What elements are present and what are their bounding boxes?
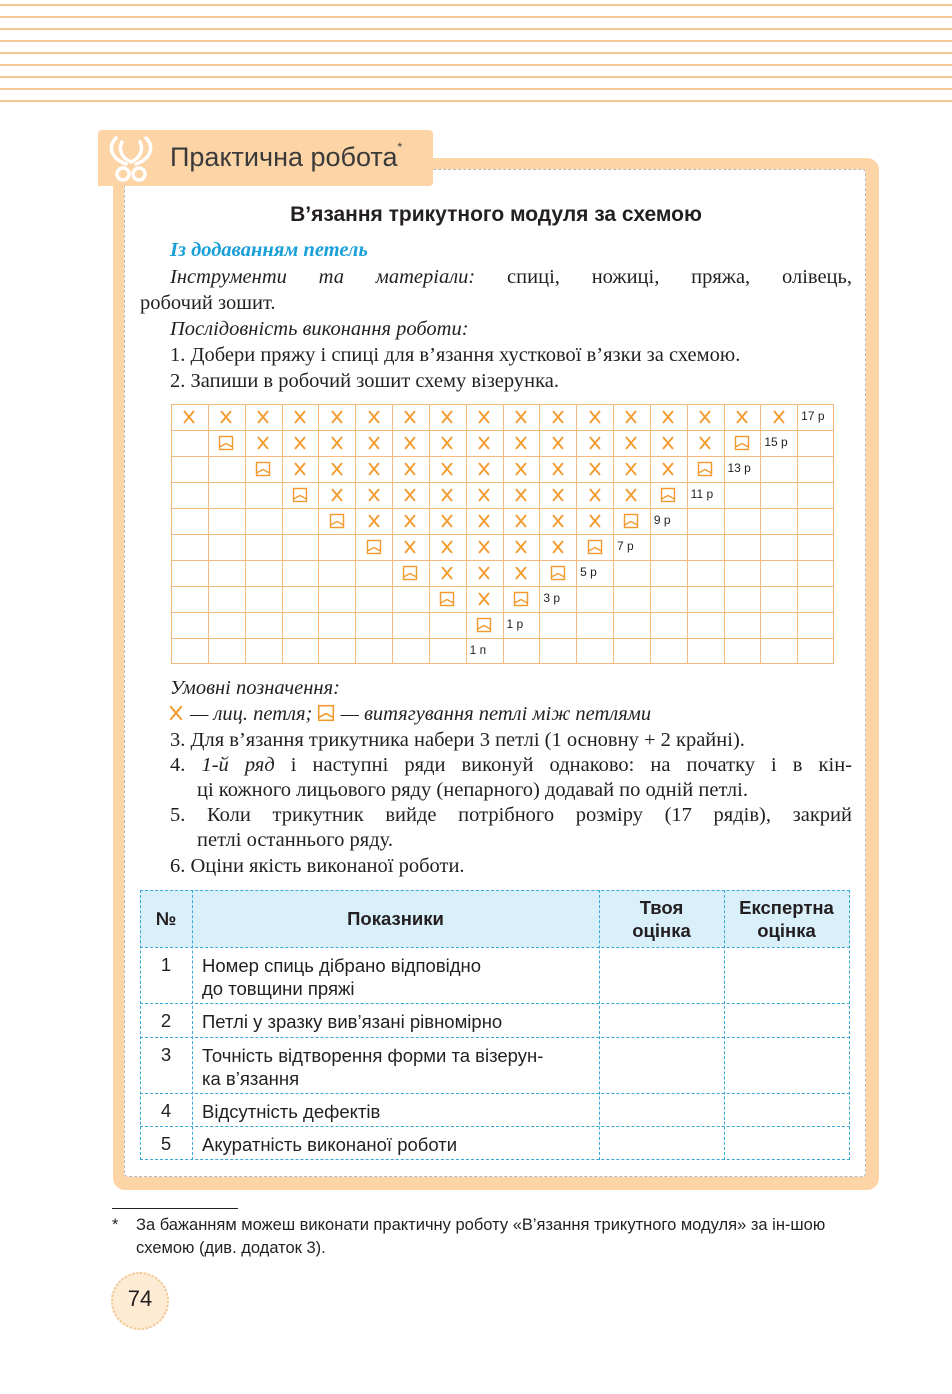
practical-work-header xyxy=(98,130,433,186)
knit-stitch-icon xyxy=(550,435,566,451)
knit-stitch-icon xyxy=(623,435,639,451)
knit-stitch-icon xyxy=(366,461,382,477)
knit-stitch-icon xyxy=(697,409,713,425)
tools-line-1: Інструменти та матеріали: спиці, ножиці, пряжа, олівець, xyxy=(170,266,852,288)
knit-stitch-icon xyxy=(439,513,455,529)
knit-stitch-icon xyxy=(476,487,492,503)
knit-stitch-icon xyxy=(623,461,639,477)
practical-work-title: Практична робота* xyxy=(170,140,403,172)
knit-stitch-icon xyxy=(587,461,603,477)
knit-stitch-icon xyxy=(513,565,529,581)
knit-stitch-icon xyxy=(623,409,639,425)
row-indicator: Відсутність дефектів xyxy=(202,1101,381,1122)
knit-stitch-icon xyxy=(513,513,529,529)
pull-loop-icon xyxy=(317,704,335,722)
knit-stitch-icon xyxy=(550,487,566,503)
scissors-icon xyxy=(104,132,158,186)
pull-loop-icon xyxy=(734,435,750,451)
col-header-expert-score: Експертна оцінка xyxy=(739,897,834,941)
knit-stitch-icon xyxy=(366,409,382,425)
knit-stitch-icon xyxy=(587,513,603,529)
pull-loop-icon xyxy=(476,617,492,633)
knit-stitch-icon xyxy=(439,409,455,425)
col-header-indicators: Показники xyxy=(347,908,444,929)
knit-stitch-icon xyxy=(218,409,234,425)
knit-stitch-icon xyxy=(513,487,529,503)
legend-label: Умовні позначення: xyxy=(170,677,340,699)
knit-stitch-icon xyxy=(513,435,529,451)
knit-stitch-icon xyxy=(439,565,455,581)
row-label: 13 р xyxy=(727,461,751,475)
knit-stitch-icon xyxy=(476,565,492,581)
knit-stitch-icon xyxy=(550,539,566,555)
knit-stitch-icon xyxy=(660,409,676,425)
top-decor-lines xyxy=(0,0,952,105)
knit-stitch-icon xyxy=(439,539,455,555)
knit-stitch-icon xyxy=(292,461,308,477)
knit-stitch-icon xyxy=(402,487,418,503)
row-num: 2 xyxy=(160,1010,172,1031)
pull-loop-icon xyxy=(623,513,639,529)
step-2: 2. Запиши в робочий зошит схему візерунка. xyxy=(170,370,559,392)
knit-stitch-icon xyxy=(587,409,603,425)
knit-stitch-icon xyxy=(402,539,418,555)
page-title: В’язання трикутного модуля за схемою xyxy=(290,203,702,226)
row-label: 5 р xyxy=(580,565,597,579)
step-6: 6. Оціни якість виконаної роботи. xyxy=(170,855,465,877)
knit-stitch-icon xyxy=(476,409,492,425)
knit-stitch-icon xyxy=(513,409,529,425)
knit-stitch-icon xyxy=(366,513,382,529)
row-num: 3 xyxy=(160,1044,172,1065)
knit-stitch-icon xyxy=(550,409,566,425)
row-label: 1 р xyxy=(506,617,524,631)
knit-stitch-icon xyxy=(167,704,185,722)
knit-stitch-icon xyxy=(476,539,492,555)
step-5-line-1: 5. Коли трикутник вийде потрібного розміру (17 рядів), закрий xyxy=(170,804,852,826)
knit-stitch-icon xyxy=(329,409,345,425)
row-indicator: Петлі у зразку вив’язані рівномірно xyxy=(202,1011,503,1032)
knit-stitch-icon xyxy=(550,513,566,529)
subtitle: Із додаванням петель xyxy=(170,239,368,261)
step-5-line-2: петлі останнього ряду. xyxy=(197,829,393,851)
pull-loop-icon xyxy=(292,487,308,503)
knit-stitch-icon xyxy=(476,513,492,529)
pull-loop-icon xyxy=(329,513,345,529)
knit-stitch-icon xyxy=(476,435,492,451)
knit-stitch-icon xyxy=(181,409,197,425)
row-label: 17 р xyxy=(801,409,825,423)
step-1: 1. Добери пряжу і спиці для в’язання хусткової в’язки за схемою. xyxy=(170,344,741,366)
knit-stitch-icon xyxy=(439,461,455,477)
knitting-scheme xyxy=(171,404,834,664)
knit-stitch-icon xyxy=(697,435,713,451)
knit-stitch-icon xyxy=(402,513,418,529)
row-indicator: Акуратність виконаної роботи xyxy=(202,1134,458,1155)
knit-stitch-icon xyxy=(476,591,492,607)
row-num: 1 xyxy=(160,954,172,975)
knit-stitch-icon xyxy=(623,487,639,503)
knit-stitch-icon xyxy=(550,461,566,477)
knit-stitch-icon xyxy=(329,487,345,503)
col-header-num: № xyxy=(155,908,177,929)
knit-stitch-icon xyxy=(439,487,455,503)
knit-stitch-icon xyxy=(513,539,529,555)
knit-stitch-icon xyxy=(660,461,676,477)
pull-loop-icon xyxy=(550,565,566,581)
row-num: 4 xyxy=(160,1100,172,1121)
knit-stitch-icon xyxy=(660,435,676,451)
pull-loop-icon xyxy=(255,461,271,477)
knit-stitch-icon xyxy=(402,435,418,451)
knit-stitch-icon xyxy=(439,435,455,451)
knit-stitch-icon xyxy=(255,435,271,451)
pull-loop-icon xyxy=(402,565,418,581)
knit-stitch-icon xyxy=(771,409,787,425)
footnote-rule xyxy=(112,1208,238,1209)
knit-stitch-icon xyxy=(513,461,529,477)
knit-stitch-icon xyxy=(255,409,271,425)
row-indicator: Точність відтворення форми та візерун- ка в’язання xyxy=(202,1045,544,1089)
row-label: 3 р xyxy=(543,591,561,605)
knit-stitch-icon xyxy=(366,435,382,451)
knit-stitch-icon xyxy=(292,435,308,451)
legend-line: — лиц. петля; — витягування петлі між петлями xyxy=(167,701,651,727)
row-indicator: Номер спиць дібрано відповідно до товщини пряжі xyxy=(202,955,482,999)
page-number: 74 xyxy=(127,1286,153,1311)
knit-stitch-icon xyxy=(292,409,308,425)
knit-stitch-icon xyxy=(476,461,492,477)
pull-loop-icon xyxy=(513,591,529,607)
pull-loop-icon xyxy=(587,539,603,555)
assessment-table xyxy=(140,890,850,1160)
knit-stitch-icon xyxy=(329,435,345,451)
row-label: 7 р xyxy=(617,539,634,553)
step-3: 3. Для в’язання трикутника набери 3 петлі (1 основну + 2 крайні). xyxy=(170,729,745,751)
col-header-own-score: Твоя оцінка xyxy=(632,897,691,941)
step-4-line-2: ці кожного лицьового ряду (непарного) додавай по одній петлі. xyxy=(197,779,748,801)
knit-stitch-icon xyxy=(734,409,750,425)
sequence-label: Послідовність виконання роботи: xyxy=(170,318,469,340)
tools-line-2: робочий зошит. xyxy=(140,292,276,314)
pull-loop-icon xyxy=(439,591,455,607)
knit-stitch-icon xyxy=(587,435,603,451)
row-label: 1 п xyxy=(469,643,487,657)
knit-stitch-icon xyxy=(402,409,418,425)
pull-loop-icon xyxy=(366,539,382,555)
pull-loop-icon xyxy=(218,435,234,451)
row-num: 5 xyxy=(160,1133,172,1154)
row-label: 9 р xyxy=(653,513,671,527)
knit-stitch-icon xyxy=(587,487,603,503)
knit-stitch-icon xyxy=(366,487,382,503)
knit-stitch-icon xyxy=(329,461,345,477)
pull-loop-icon xyxy=(697,461,713,477)
step-4-line-1: 4. 1-й ряд і наступні ряди виконуй однаково: на початку і в кін- xyxy=(170,754,853,776)
pull-loop-icon xyxy=(660,487,676,503)
row-label: 11 р xyxy=(690,487,714,501)
knit-stitch-icon xyxy=(402,461,418,477)
row-label: 15 р xyxy=(764,435,788,449)
